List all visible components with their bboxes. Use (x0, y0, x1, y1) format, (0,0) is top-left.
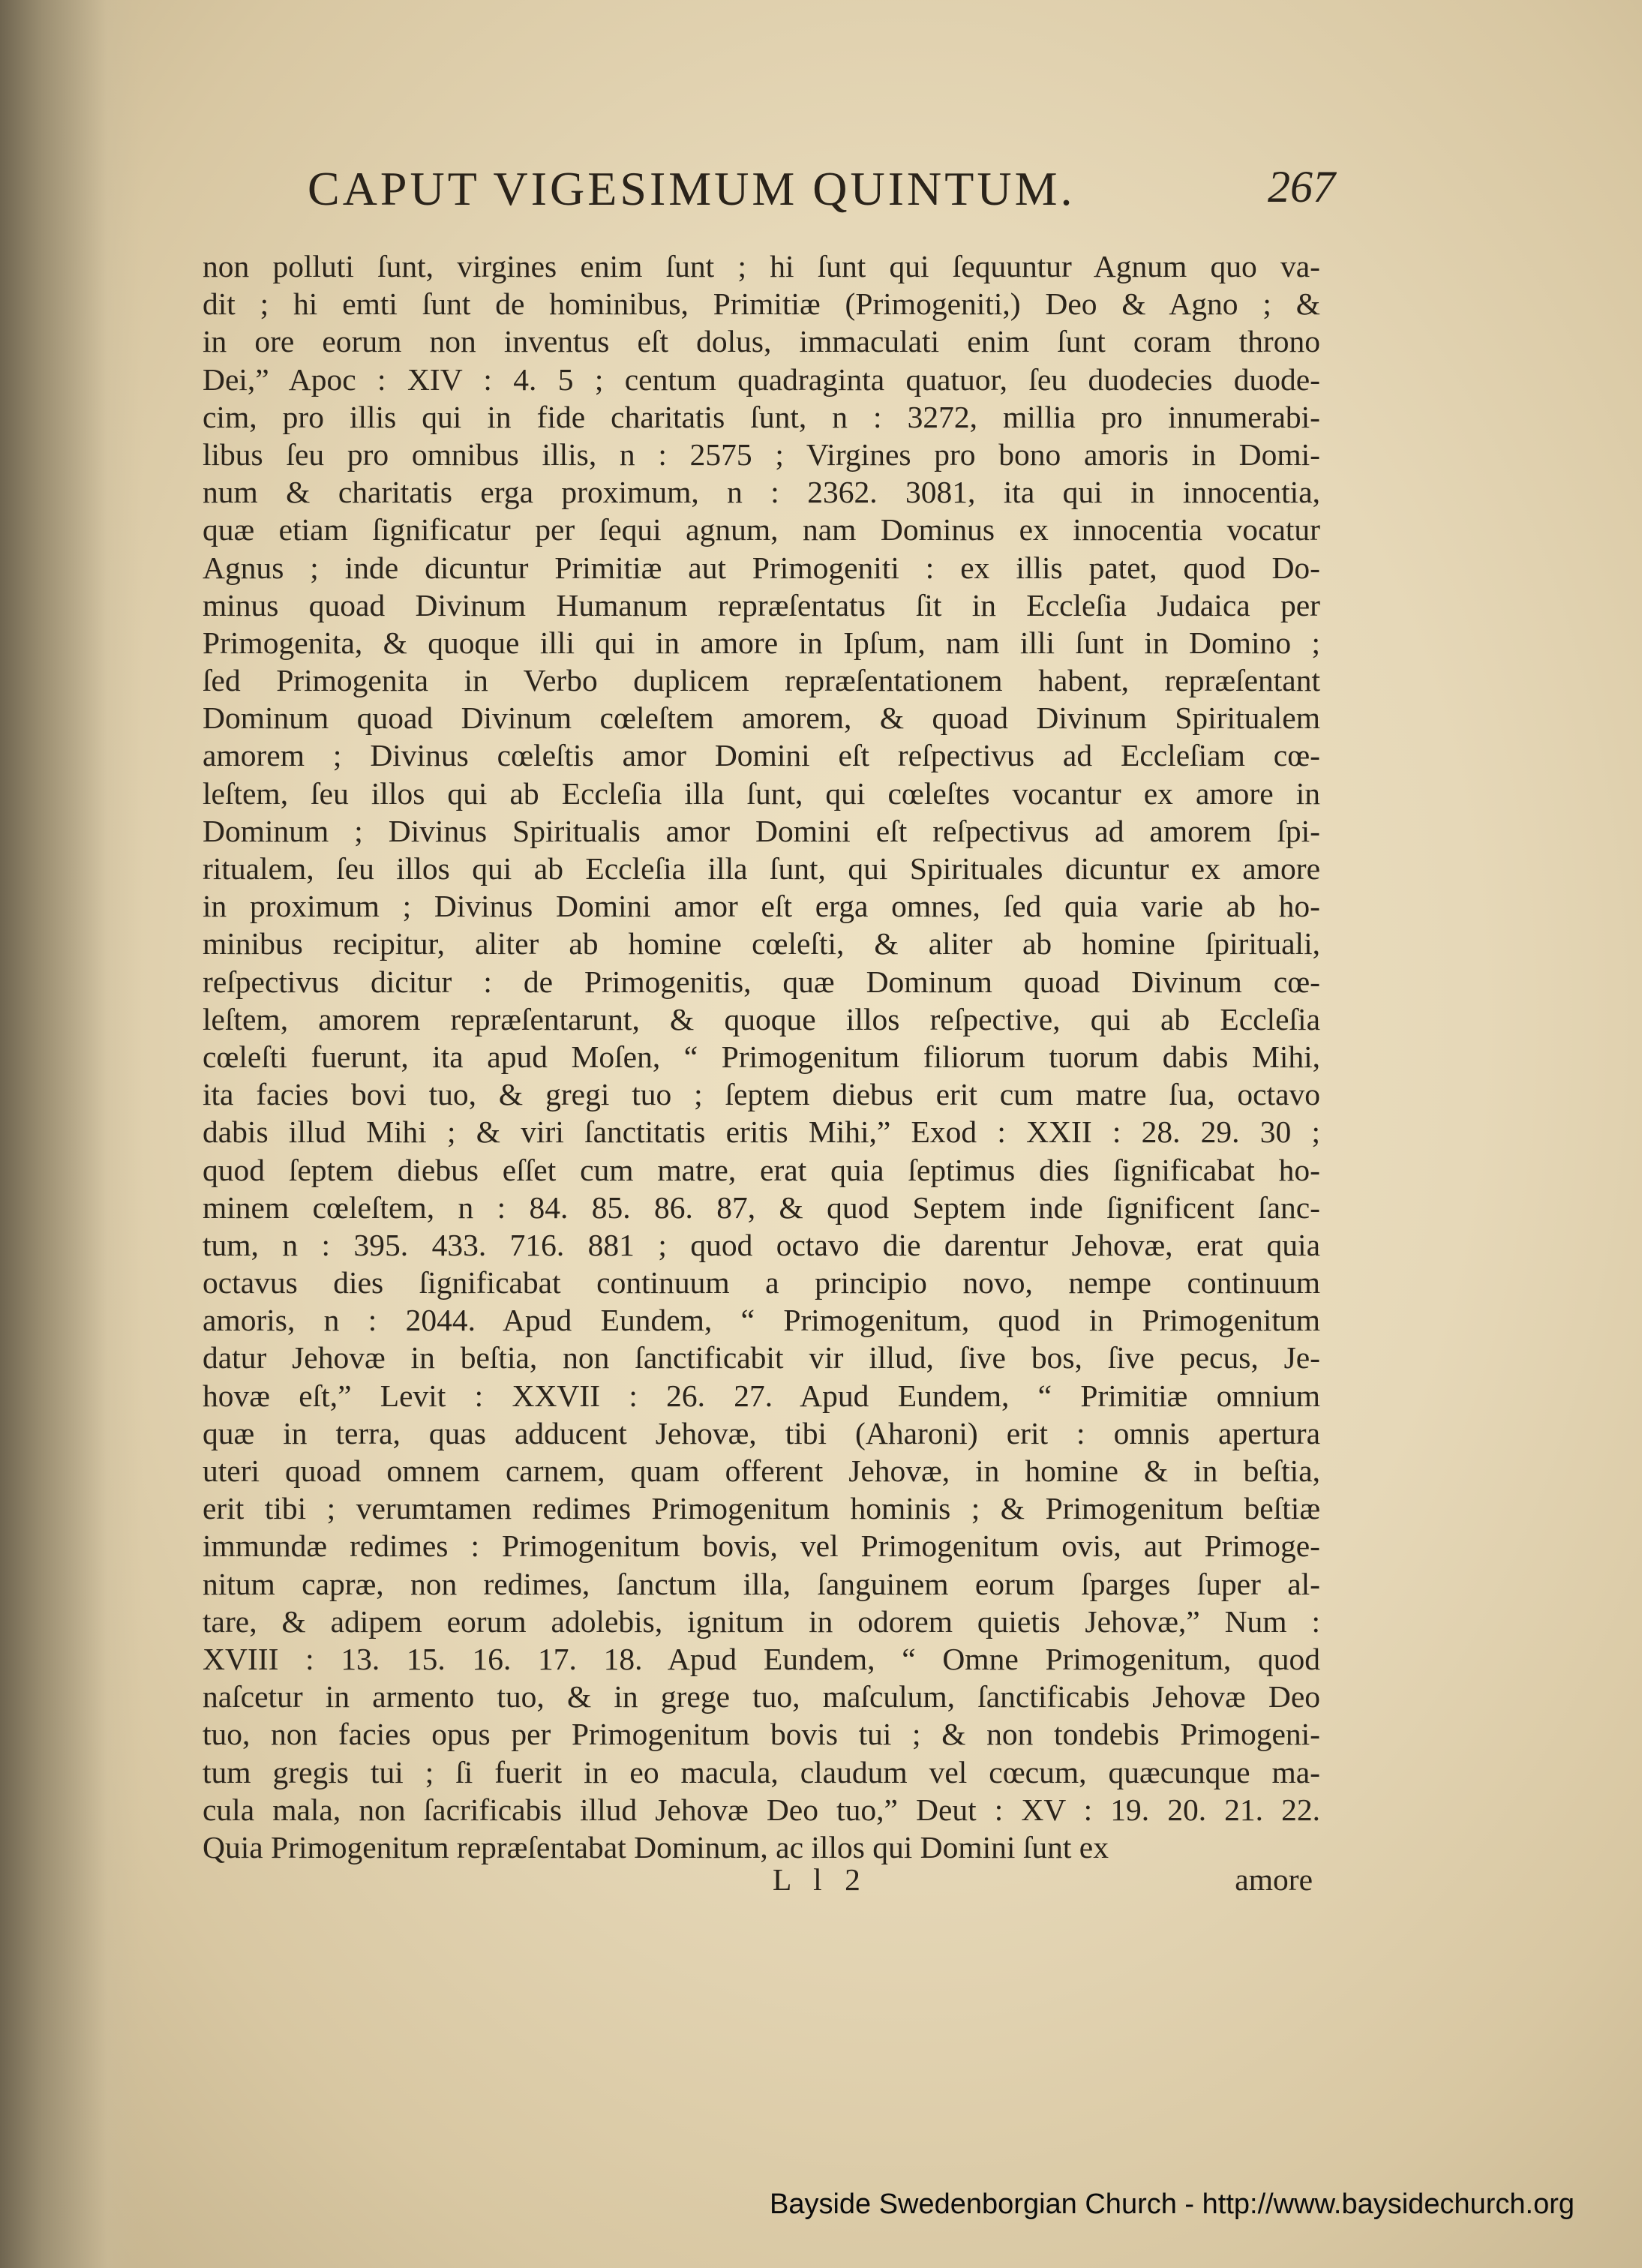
text-line: Primogenita, & quoque illi qui in amore in Ipſum, nam illi ſunt in Domino ; (203, 625, 1320, 660)
text-line: minem cœleſtem, n : 84. 85. 86. 87, & quod Septem inde ſignificent ſanc- (203, 1190, 1320, 1225)
text-line: dit ; hi emti ſunt de hominibus, Primitiæ (Primogeniti,) Deo & Agno ; & (203, 286, 1320, 322)
text-line: Dominum quoad Divinum cœleſtem amorem, & quoad Divinum Spiritualem (203, 700, 1320, 736)
body-text (203, 248, 1320, 1866)
text-line: num & charitatis erga proximum, n : 2362. 3081, ita qui in innocentia, (203, 475, 1320, 510)
text-line: octavus dies ſignificabat continuum a principio novo, nempe continuum (203, 1265, 1320, 1300)
text-line: ſed Primogenita in Verbo duplicem repræſentationem habent, repræſentant (203, 663, 1320, 698)
text-line: erit tibi ; verumtamen redimes Primogenitum hominis ; & Primogenitum beſtiæ (203, 1491, 1320, 1526)
text-line: leſtem, ſeu illos qui ab Eccleſia illa ſunt, qui cœleſtes vocantur ex amore in (203, 776, 1320, 811)
text-line: hovæ eſt,” Levit : XXVII : 26. 27. Apud Eundem, “ Primitiæ omnium (203, 1378, 1320, 1413)
text-line: minibus recipitur, aliter ab homine cœleſti, & aliter ab homine ſpirituali, (203, 926, 1320, 962)
text-line: XVIII : 13. 15. 16. 17. 18. Apud Eundem, “ Omne Primogenitum, quod (203, 1641, 1320, 1676)
text-line: uteri quoad omnem carnem, quam offerent Jehovæ, in homine & in beſtia, (203, 1454, 1320, 1488)
catchword: amore (1235, 1862, 1313, 1897)
signature-mark: L l 2 (773, 1862, 868, 1897)
text-line: libus ſeu pro omnibus illis, n : 2575 ; Virgines pro bono amoris in Domi- (203, 436, 1320, 472)
text-line: in proximum ; Divinus Domini amor eſt erga omnes, ſed quia varie ab ho- (203, 889, 1320, 924)
watermark-credit: Bayside Swedenborgian Church - http://www.baysidechurch.org (769, 2188, 1574, 2220)
text-line: quæ etiam ſignificatur per ſequi agnum, nam Dominus ex innocentia vocatur (203, 512, 1320, 548)
text-line: leſtem, amorem repræſentarunt, & quoque illos reſpective, qui ab Eccleſia (203, 1001, 1320, 1036)
text-line: ita facies bovi tuo, & gregi tuo ; ſeptem diebus erit cum matre ſua, octavo (203, 1077, 1320, 1112)
text-line: naſcetur in armento tuo, & in grege tuo, maſculum, ſanctificabis Jehovæ Deo (203, 1679, 1320, 1714)
page-footer (203, 1862, 1320, 1899)
gutter-shadow (0, 0, 143, 2268)
text-line: Dominum ; Divinus Spiritualis amor Domini eſt reſpectivus ad amorem ſpi- (203, 813, 1320, 848)
chapter-title: CAPUT VIGESIMUM QUINTUM. (308, 162, 1076, 215)
text-line: quod ſeptem diebus eſſet cum matre, erat quia ſeptimus dies ſignificabat ho- (203, 1152, 1320, 1187)
text-line: amorem ; Divinus cœleſtis amor Domini eſt reſpectivus ad Eccleſiam cœ- (203, 738, 1320, 773)
text-line: in ore eorum non inventus eſt dolus, immaculati enim ſunt coram throno (203, 324, 1320, 359)
text-line: reſpectivus dicitur : de Primogenitis, quæ Dominum quoad Divinum cœ- (203, 964, 1320, 999)
text-line: ritualem, ſeu illos qui ab Eccleſia illa ſunt, qui Spirituales dicuntur ex amore (203, 851, 1320, 886)
text-line: nitum capræ, non redimes, ſanctum illa, ſanguinem eorum ſparges ſuper al- (203, 1566, 1320, 1601)
page-number: 267 (1268, 162, 1335, 212)
text-line: non polluti ſunt, virgines enim ſunt ; hi ſunt qui ſequuntur Agnum quo va- (203, 249, 1320, 284)
text-line: immundæ redimes : Primogenitum bovis, vel Primogenitum ovis, aut Primoge- (203, 1528, 1320, 1564)
text-line: cœleſti fuerunt, ita apud Moſen, “ Primogenitum filiorum tuorum dabis Mihi, (203, 1039, 1320, 1074)
text-line: tum gregis tui ; ſi fuerit in eo macula, claudum vel cœcum, quæcunque ma- (203, 1754, 1320, 1790)
text-line: cula mala, non ſacrificabis illud Jehovæ Deo tuo,” Deut : XV : 19. 20. 21. 22. (203, 1792, 1320, 1827)
text-line: tum, n : 395. 433. 716. 881 ; quod octavo die darentur Jehovæ, erat quia (203, 1227, 1320, 1262)
text-line: tuo, non facies opus per Primogenitum bovis tui ; & non tondebis Primogeni- (203, 1717, 1320, 1752)
text-line: amoris, n : 2044. Apud Eundem, “ Primogenitum, quod in Primogenitum (203, 1303, 1320, 1338)
text-line: quæ in terra, quas adducent Jehovæ, tibi (Aharoni) erit : omnis apertura (203, 1415, 1320, 1450)
text-line: minus quoad Divinum Humanum repræſentatus ſit in Eccleſia Judaica per (203, 587, 1320, 622)
text-line: Dei,” Apoc : XIV : 4. 5 ; centum quadraginta quatuor, ſeu duodecies duode- (203, 362, 1320, 397)
text-line: datur Jehovæ in beſtia, non ſanctificabit vir illud, ſive bos, ſive pecus, Je- (203, 1340, 1320, 1376)
text-line: cim, pro illis qui in fide charitatis ſunt, n : 3272, millia pro innumerabi- (203, 399, 1320, 434)
text-line: dabis illud Mihi ; & viri ſanctitatis eritis Mihi,” Exod : XXII : 28. 29. 30 ; (203, 1114, 1320, 1150)
text-line: Quia Primogenitum repræſentabat Dominum, ac illos qui Domini ſunt ex (203, 1829, 1109, 1864)
text-line: Agnus ; inde dicuntur Primitiæ aut Primogeniti : ex illis patet, quod Do- (203, 550, 1320, 585)
text-line: tare, & adipem eorum adolebis, ignitum in odorem quietis Jehovæ,” Num : (203, 1604, 1320, 1639)
running-head (195, 161, 1335, 221)
